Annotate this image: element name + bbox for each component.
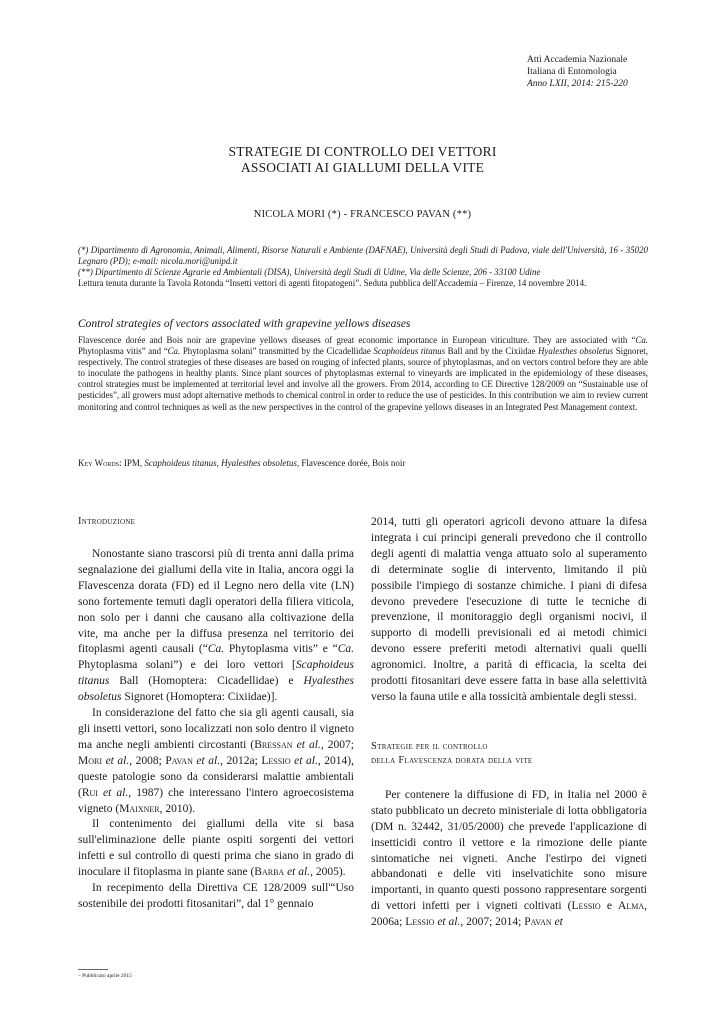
text-seg: , 2007; 2014; [460, 916, 525, 929]
abstract-seg: Ca. [635, 335, 648, 345]
intro-paragraph-4-cont: 2014, tutti gli operatori agricoli devono attuare la difesa integrata i cui principi generali prevedono che il controllo degli agenti di malattia venga attuato solo al superamento di determinate soglie di intervento, limitando il più possibile l'impiego di sostanze chimiche. I piani di difesa devono prevedere l'esecuzione di tutte le tecniche di prevenzione, il monitoraggio degli organismi nocivi, il supporto di modelli previsionali ed ai metodi chimici devono essere preferiti metodi alternativi quali quelli agronomici. Inoltre, a parità di efficacia, la scelta dei prodotti fitosanitari deve essere fatta in base alla selettività verso la fauna utile e alla tossicità ambientale degli stessi. [371, 516, 647, 703]
journal-volume: Anno LXII, 2014: 215-220 [527, 79, 628, 89]
affiliation-2: (**) Dipartimento di Scienze Agrarie ed Ambientali (DISA), Università degli Studi di Udine, Via delle Scienze, 206 - 33100 Udine [78, 267, 541, 277]
citation-author: Pavan [165, 754, 193, 767]
text-seg: , 2007; [320, 738, 355, 751]
text-seg: et al. [292, 738, 321, 751]
citation-author: Rui [81, 786, 98, 799]
text-seg: Nonostante siano trascorsi più di trenta anni dalla prima segnalazione dei giallumi della vite in Italia, ancora oggi la Flavescenza dorata (FD) ed il Legno nero della vite (LN) sono fortemente temuti dagli operatori della filiera viticola, non solo per i danni che causano alla coltivazione della vite, ma anche per la diffusa presenza nel territorio dei fitoplasmi agenti causali (“ [78, 548, 354, 656]
text-seg: Phytoplasma vitis” e “ [224, 643, 338, 656]
text-seg: Phytoplasma solani”) e dei loro vettori [ [78, 659, 296, 672]
citation-author: Pavan [524, 916, 552, 929]
text-seg: et al. [102, 754, 130, 767]
citation-author: Lessio [571, 900, 601, 913]
abstract-seg: Phytoplasma vitis” and “ [78, 346, 168, 357]
species-name: Scaphoideus titanus [78, 659, 354, 688]
keywords-seg: , Flavescence dorée, Bois noir [296, 458, 406, 468]
intro-paragraph-1 [78, 547, 354, 706]
lecture-note: Lettura tenuta durante la Tavola Rotonda “Insetti vettori di agenti fitopatogeni”. Seduta pubblica dell'Accademia – Firenze, 14 novembre 2014. [78, 278, 587, 288]
affiliation-1: (*) Dipartimento di Agronomia, Animali, Alimenti, Risorse Naturali e Ambiente (DAFNAE), Università degli Studi di Padova, viale dell'Università, 16 - 35020 Legnaro (PD); e-mail: nicola.mori@unipd.it [78, 245, 648, 266]
citation-author: Maixner [119, 802, 160, 815]
text-seg: et al. [192, 754, 221, 767]
publication-note: – Pubblicato aprile 2015 [78, 973, 132, 979]
keywords-species: Scaphoideus titanus, Hyalesthes obsoletus [144, 458, 297, 468]
text-seg: , 2005). [310, 866, 346, 879]
footnote-rule [78, 969, 108, 970]
abstract-seg: Signoret, respectively. The control strategies of these diseases are based on rouging of infected plants, source of phytoplasmas, and on vectors control before they are able to inoculate the pathogens in healthy plants. Since plant sources of phytoplasmas external to vineyards are implicated in the epidemiology of these diseases, control strategies must be implemented at territorial level and involve all the growers. From 2014, according to CE Directive 128/2009 on “Sustainable use of pesticides”, all growers must adopt alternative methods to chemical control in order to reduce the use of pesticides. In this contribution we aim to review current monitoring and control techniques as well as the new perspectives in the control of the grapevine yellows diseases in an Integrated Pest Management context. [78, 346, 648, 412]
abstract-seg: Flavescence dorée and Bois noir are grapevine yellows diseases of great economic importance in European viticulture. They are associated with “ [78, 335, 636, 345]
text-seg: et [551, 916, 563, 929]
text-seg: et al. [97, 786, 129, 799]
text-seg: Ca. [207, 643, 225, 656]
species-name: Hyalesthes obsoletus [78, 675, 354, 704]
intro-paragraph-3 [78, 817, 354, 881]
text-seg: e [600, 900, 619, 913]
paper-title-line1: STRATEGIE DI CONTROLLO DEI VETTORI [228, 144, 497, 159]
abstract-species: Scaphoideus titanus [373, 346, 446, 357]
paper-title [0, 144, 725, 176]
abstract-seg: Phytoplasma solani” transmitted by the Cicadellidae [180, 346, 374, 357]
abstract-species: Hyalesthes obsoletus [538, 346, 614, 357]
text-seg: , 2008; [129, 754, 166, 767]
text-seg: Ca. [337, 643, 354, 656]
text-seg: , 2012a; [220, 754, 262, 767]
text-seg: et al. [290, 754, 318, 767]
abstract-seg: Ca. [167, 346, 181, 357]
text-seg: , 2006a; [371, 900, 647, 929]
citation-author: Bressan [254, 738, 293, 751]
keywords-label: Key Words [78, 458, 120, 468]
citation-author: Alma [618, 900, 645, 913]
journal-header [527, 54, 647, 90]
text-seg: , 1987) che interessano l'intero agroecosistema vigneto ( [78, 786, 355, 815]
text-seg: Signoret (Homoptera: Cixiidae)]. [121, 691, 278, 704]
text-seg: Ball (Homoptera: Cicadellidae) e [109, 675, 304, 688]
text-seg: Il contenimento dei giallumi della vite si basa sull'eliminazione delle piante ospiti sorgenti dei vettori infetti e sul controllo di questi prima che siano in grado di inoculare il fitoplasma in piante sane ( [78, 818, 354, 879]
abstract-text [78, 335, 648, 413]
right-column [371, 515, 647, 931]
authors: NICOLA MORI (*) - FRANCESCO PAVAN (**) [253, 209, 472, 220]
left-column [78, 547, 354, 913]
section2-heading-line2: della Flavescenza dorata della vite [371, 754, 533, 766]
text-seg: et al. [284, 866, 311, 879]
text-seg: In considerazione del fatto che sia gli agenti causali, sia gli insetti vettori, sono localizzati non solo dentro il vigneto ma anche negli ambienti circostanti ( [78, 707, 354, 751]
paper-title-line2: ASSOCIATI AI GIALLUMI DELLA VITE [240, 160, 485, 175]
section2-paragraph-1 [371, 788, 647, 931]
intro-paragraph-4: In recepimento della Direttiva CE 128/2009 sull'“Uso sostenibile dei prodotti fitosanitari”, dal 1° gennaio [78, 882, 354, 910]
keywords-seg: : IPM, [119, 458, 145, 468]
text-seg: et al. [434, 916, 461, 929]
section2-heading [371, 740, 647, 768]
abstract-seg: Ball and by the Cixiidae [445, 346, 539, 357]
abstract-title: Control strategies of vectors associated with grapevine yellows diseases [78, 318, 411, 330]
section2-heading-line1: Strategie per il controllo [371, 740, 488, 752]
text-seg: , 2010). [159, 802, 196, 815]
intro-paragraph-2 [78, 706, 354, 817]
citation-author: Lessio [405, 916, 435, 929]
journal-name-line1: Atti Accademia Nazionale [527, 55, 628, 65]
citation-author: Barba [254, 866, 285, 879]
citation-author: Lessio [261, 754, 291, 767]
intro-heading: Introduzione [78, 516, 136, 527]
text-seg: , 2014), queste patologie sono da considerarsi malattie ambientali ( [78, 754, 354, 799]
journal-name-line2: Italiana di Entomologia [527, 67, 617, 77]
keywords [78, 458, 405, 468]
affiliations [78, 245, 648, 289]
citation-author: Mori [78, 754, 103, 767]
text-seg: Per contenere la diffusione di FD, in Italia nel 2000 è stato pubblicato un decreto ministeriale di lotta obbligatoria (DM n. 32442, 31/05/2000) che prevede l'applicazione di insetticidi contro il vettore e la rimozione delle piante sintomatiche nei vigneti. Anche l'estirpo dei vigneti abbandonati e delle viti inselvatichite sono misure importanti, in quanto questi possono rappresentare sorgenti di vettori infetti per i vigneti coltivati ( [371, 788, 647, 913]
